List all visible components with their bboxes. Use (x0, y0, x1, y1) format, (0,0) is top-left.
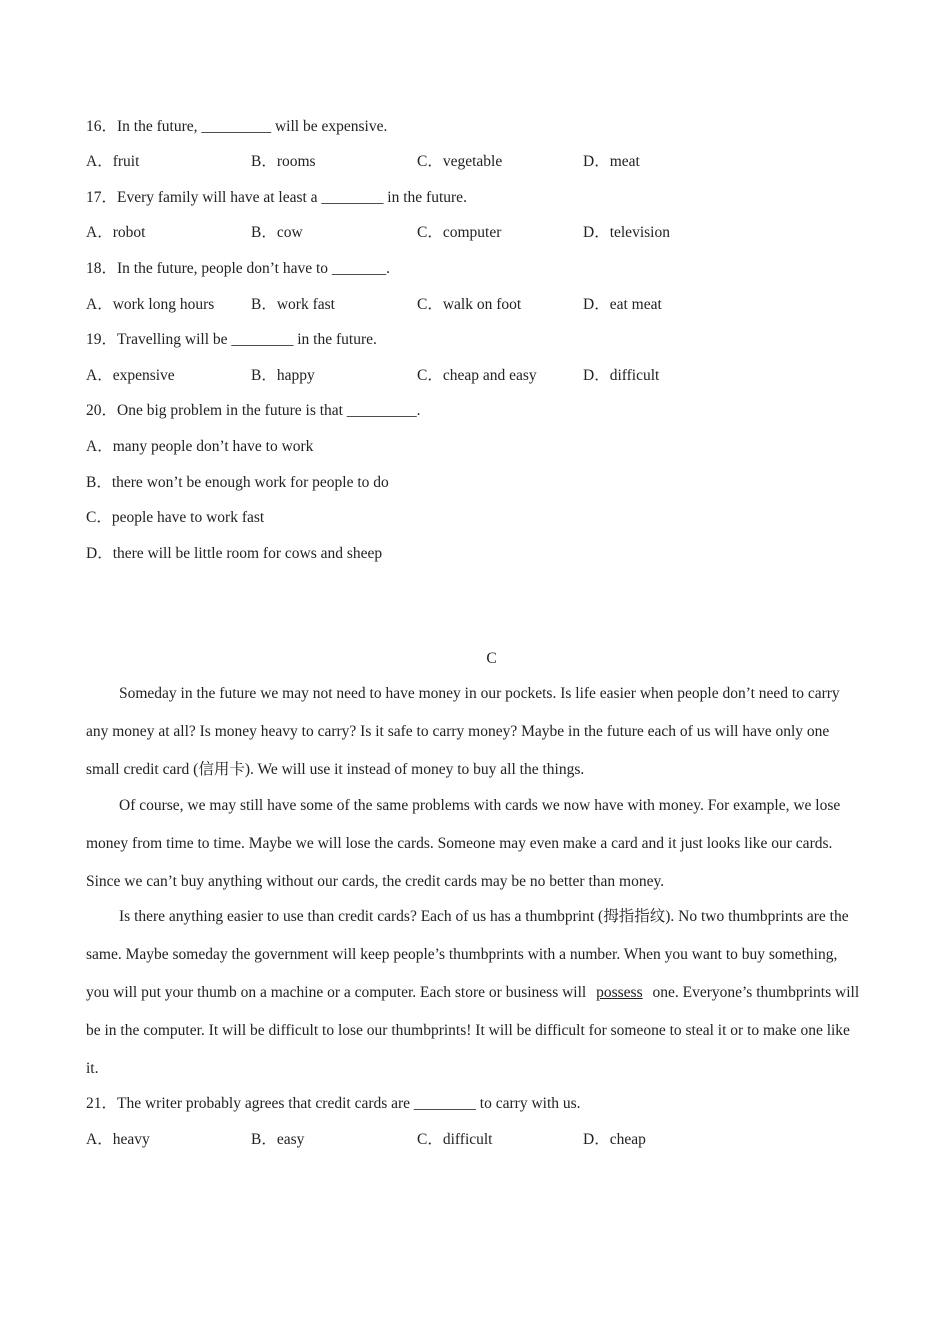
passage-paragraph-3 (86, 898, 861, 1088)
paragraph-2-text: Of course, we may still have some of the same problems with cards we now have with money. For example, we lose money from time to time. Maybe we will lose the cards. Someone may even make a card and it just looks like our cards. Since we can’t buy anything without our cards, the credit cards may be no better than money. (86, 797, 841, 890)
option-d: D．meat (583, 153, 640, 170)
passage-paragraph-2 (86, 787, 861, 901)
question-21-stem: 21．The writer probably agrees that credit cards are ________ to carry with us. (86, 1095, 581, 1112)
question-17-options (86, 223, 786, 243)
paragraph-1-text: Someday in the future we may not need to have money in our pockets. Is life easier when people don’t need to carry any money at all? Is money heavy to carry? Is it safe to carry money? Maybe in the future each of us will have only one small credit card (信用卡). We will use it instead of money to buy all the things. (86, 685, 840, 778)
section-heading: C (486, 650, 497, 667)
option-c: C．cheap and easy (417, 367, 537, 384)
passage-paragraph-1 (86, 675, 861, 789)
paragraph-3-text-after: one. Everyone’s thumbprints will be in the computer. It will be difficult to lose our thumbprints! It will be difficult for someone to steal it or to make one like it. (86, 984, 860, 1077)
option-a: A．expensive (86, 367, 175, 384)
option-a: A．heavy (86, 1131, 150, 1148)
option-b: B．rooms (251, 153, 316, 170)
question-16-options (86, 152, 786, 172)
question-20-stem: 20．One big problem in the future is that _________. (86, 402, 421, 419)
question-20-option-d: D．there will be little room for cows and sheep (86, 545, 383, 562)
option-b: B．work fast (251, 296, 335, 313)
option-b: B．easy (251, 1131, 305, 1148)
option-b: B．cow (251, 224, 303, 241)
question-17-stem: 17．Every family will have at least a ________ in the future. (86, 189, 467, 206)
question-21-options (86, 1130, 786, 1150)
option-c: C．vegetable (417, 153, 503, 170)
option-d: D．eat meat (583, 296, 662, 313)
question-20-option-c: C．people have to work fast (86, 509, 265, 526)
underlined-word: possess (596, 984, 643, 1001)
question-16-stem: 16．In the future, _________ will be expensive. (86, 118, 388, 135)
question-19-options (86, 366, 786, 386)
question-18-options (86, 295, 786, 315)
question-19-stem: 19．Travelling will be ________ in the future. (86, 331, 377, 348)
option-a: A．fruit (86, 153, 140, 170)
option-c: C．difficult (417, 1131, 493, 1148)
option-a: A．work long hours (86, 296, 215, 313)
question-20-option-a: A．many people don’t have to work (86, 438, 314, 455)
option-c: C．computer (417, 224, 502, 241)
paragraph-3-text-before: Is there anything easier to use than credit cards? Each of us has a thumbprint (拇指指纹). No two thumbprints are the same. Maybe someday the government will keep people’s thumbprints with a number. When you want to buy something, you will put your thumb on a machine or a computer. Each store or business will (86, 908, 849, 1001)
option-a: A．robot (86, 224, 146, 241)
option-d: D．television (583, 224, 670, 241)
question-18-stem: 18．In the future, people don’t have to _______. (86, 260, 391, 277)
option-c: C．walk on foot (417, 296, 522, 313)
option-d: D．cheap (583, 1131, 646, 1148)
option-d: D．difficult (583, 367, 660, 384)
option-b: B．happy (251, 367, 315, 384)
question-20-option-b: B．there won’t be enough work for people to do (86, 474, 389, 491)
